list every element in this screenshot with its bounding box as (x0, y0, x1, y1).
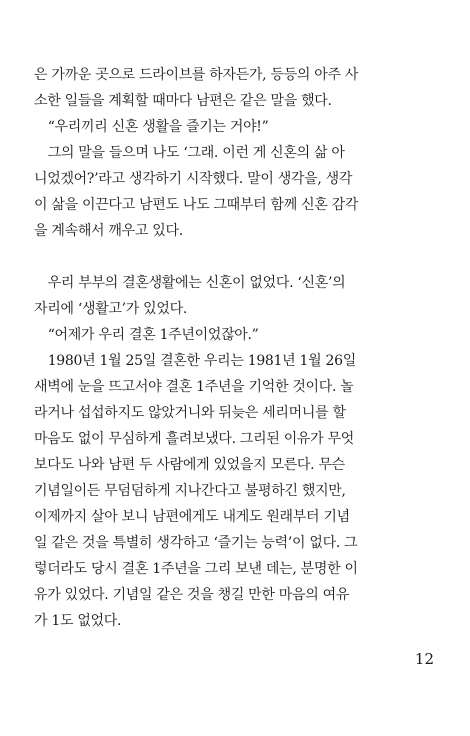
text-line: 라거나 섭섭하지도 않았거니와 뒤늦은 세리머니를 할 (34, 405, 346, 421)
text-line: 이 삶을 이끈다고 남편도 나도 그때부터 함께 신혼 감각 (34, 197, 359, 213)
text-line: 1980년 1월 25일 결혼한 우리는 1981년 1월 26일 (34, 353, 356, 369)
text-line: 마음도 없이 무심하게 흘려보냈다. 그리된 이유가 무엇 (34, 431, 354, 447)
text-line: 니었겠어?’라고 생각하기 시작했다. 말이 생각을, 생각 (34, 171, 353, 187)
text-line: “어제가 우리 결혼 1주년이었잖아.” (34, 327, 259, 343)
paragraph-group-2 (34, 270, 438, 634)
text-line: 유가 있었다. 기념일 같은 것을 챙길 만한 마음의 여유 (34, 587, 350, 603)
text-line: 이제까지 살아 보니 남편에게도 내게도 원래부터 기념 (34, 509, 350, 525)
text-line: 가 1도 없었다. (34, 613, 122, 629)
text-line: 그의 말을 들으며 나도 ‘그래. 이런 게 신혼의 삶 아 (34, 145, 345, 161)
text-line: 기념일이든 무덤덤하게 지나간다고 불평하긴 했지만, (34, 483, 346, 499)
text-line: 우리 부부의 결혼생활에는 신혼이 없었다. ‘신혼’의 (34, 275, 346, 291)
text-line: 은 가까운 곳으로 드라이브를 하자든가, 등등의 아주 사 (34, 67, 359, 83)
text-line: 소한 일들을 계획할 때마다 남편은 같은 말을 했다. (34, 93, 332, 109)
text-line: 일 같은 것을 특별히 생각하고 ‘즐기는 능력’이 없다. 그 (34, 535, 358, 551)
text-line: 자리에 ‘생활고’가 있었다. (34, 301, 187, 317)
text-line: 새벽에 눈을 뜨고서야 결혼 1주년을 기억한 것이다. 놀 (34, 379, 354, 395)
text-line: 보다도 나와 남편 두 사람에게 있었을지 모른다. 무슨 (34, 457, 345, 473)
text-line: “우리끼리 신혼 생활을 즐기는 거야!” (34, 119, 269, 135)
text-line: 렇더라도 당시 결혼 1주년을 그리 보낸 데는, 분명한 이 (34, 561, 358, 577)
paragraph-group-1 (34, 62, 438, 244)
text-line: 을 계속해서 깨우고 있다. (34, 223, 183, 239)
page-number: 12 (414, 650, 434, 668)
